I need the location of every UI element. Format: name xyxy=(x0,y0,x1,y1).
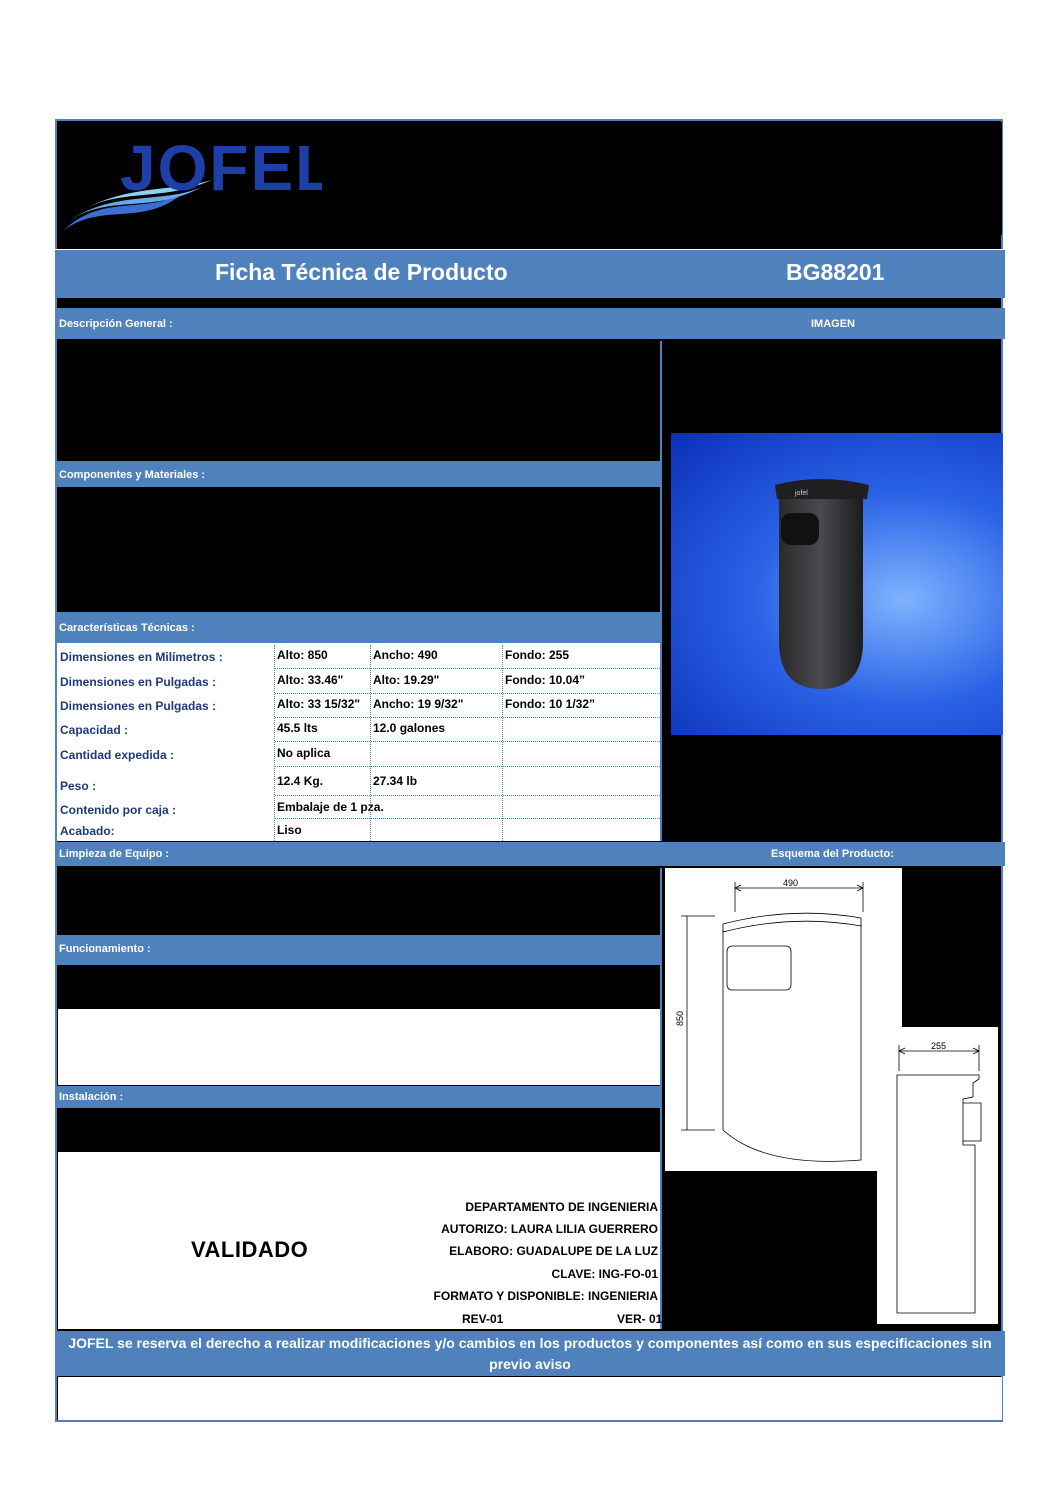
instalacion-content xyxy=(58,1109,660,1152)
spec-label: Dimensiones en Pulgadas : xyxy=(58,694,274,718)
instalacion-band xyxy=(55,1086,662,1108)
spec-cell: Alto: 33.46" xyxy=(275,670,370,694)
spec-label: Dimensiones en Pulgadas : xyxy=(58,670,274,694)
spec-label: Acabado: xyxy=(58,820,274,841)
esquema-label: Esquema del Producto: xyxy=(771,848,894,860)
spec-cell xyxy=(503,743,660,767)
spec-cell: 45.5 lts xyxy=(275,718,370,742)
validation-line: DEPARTAMENTO DE INGENIERIA xyxy=(465,1200,658,1214)
spec-cell: Alto: 33 15/32" xyxy=(275,694,370,718)
spec-cell: Alto: 19.29" xyxy=(371,670,502,694)
product-code: BG88201 xyxy=(786,259,885,285)
validation-line: ELABORO: GUADALUPE DE LA LUZ xyxy=(449,1244,658,1258)
funcionamiento-blank xyxy=(58,1009,660,1085)
spec-cell: Liso xyxy=(275,820,370,841)
validation-line: CLAVE: ING-FO-01 xyxy=(551,1267,658,1281)
column-divider xyxy=(660,868,662,1329)
bin-brand-mark: jofel xyxy=(795,490,808,497)
dimension-side-depth: 255 xyxy=(931,1041,947,1051)
validado-stamp: VALIDADO xyxy=(191,1237,309,1262)
page-title: Ficha Técnica de Producto xyxy=(215,259,508,285)
limpieza-label: Limpieza de Equipo : xyxy=(59,848,170,860)
spec-cell xyxy=(371,820,502,841)
descripcion-band xyxy=(55,308,1005,339)
componentes-label: Componentes y Materiales : xyxy=(59,469,206,481)
dimension-front-width: 490 xyxy=(783,878,799,888)
side-diagram xyxy=(877,1027,998,1324)
jofel-logo xyxy=(62,132,322,232)
spec-label: Contenido por caja : xyxy=(58,798,274,820)
ver-label: VER- 01 xyxy=(617,1312,663,1326)
rev-label: REV-01 xyxy=(462,1312,504,1326)
spec-cell: Fondo: 255 xyxy=(503,645,660,669)
spec-label: Capacidad : xyxy=(58,718,274,742)
spec-cell: 12.4 Kg. xyxy=(275,768,370,796)
descripcion-content xyxy=(58,341,660,460)
spec-cell xyxy=(371,743,502,767)
spec-cell: Ancho: 19 9/32" xyxy=(371,694,502,718)
spec-cell: 27.34 lb xyxy=(371,768,502,796)
dimension-height: 850 xyxy=(675,1010,685,1026)
spec-cell: Ancho: 490 xyxy=(371,645,502,669)
spec-cell xyxy=(503,797,660,819)
footer-note: JOFEL se reserva el derecho a realizar modificaciones y/o cambios en los productos y componentes así como en sus especificaciones sin previo aviso xyxy=(68,1335,992,1372)
instalacion-label: Instalación : xyxy=(59,1091,124,1103)
spec-cell: No aplica xyxy=(275,743,370,767)
spec-cell: Alto: 850 xyxy=(275,645,370,669)
front-diagram xyxy=(665,868,902,1171)
validation-line: FORMATO Y DISPONIBLE: INGENIERIA xyxy=(433,1289,658,1303)
spec-label: Peso : xyxy=(58,774,274,798)
table-divider xyxy=(274,645,275,841)
column-divider xyxy=(660,341,662,841)
spec-cell xyxy=(503,718,660,742)
spec-cell xyxy=(503,820,660,841)
caracteristicas-label: Características Técnicas : xyxy=(59,622,195,634)
spec-cell xyxy=(503,768,660,796)
componentes-content xyxy=(58,489,660,610)
table-divider xyxy=(370,645,371,841)
funcionamiento-label: Funcionamiento : xyxy=(59,943,151,955)
table-divider xyxy=(502,645,503,841)
spec-cell: Embalaje de 1 pza. xyxy=(275,797,502,819)
descripcion-label: Descripción General : xyxy=(59,318,173,330)
logo-text: JOFEL xyxy=(120,132,322,204)
limpieza-content xyxy=(58,868,660,933)
spec-cell: 12.0 galones xyxy=(371,718,502,742)
spec-label: Cantidad expedida : xyxy=(58,743,274,767)
spec-label: Dimensiones en Milímetros : xyxy=(58,645,274,669)
funcionamiento-content xyxy=(58,967,660,1009)
footer-blank xyxy=(58,1377,1002,1420)
spec-cell: Fondo: 10.04” xyxy=(503,670,660,694)
validation-line: AUTORIZO: LAURA LILIA GUERRERO xyxy=(441,1222,658,1236)
imagen-label: IMAGEN xyxy=(811,318,855,330)
spec-cell: Fondo: 10 1/32” xyxy=(503,694,660,718)
product-photo xyxy=(671,433,1003,735)
